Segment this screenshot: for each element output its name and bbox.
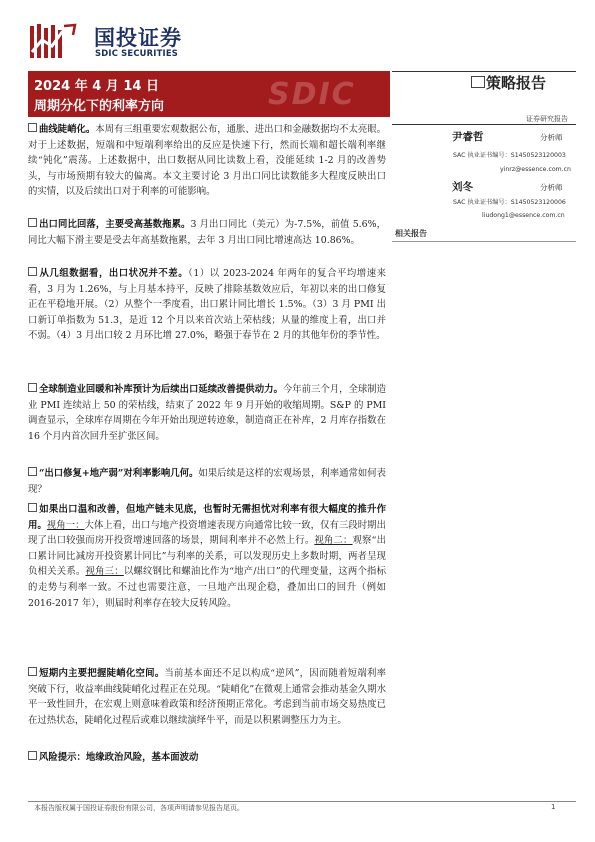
analyst-email[interactable]: yinrz@essence.com.cn — [500, 166, 571, 173]
analyst-cert: SAC 执业证书编号：S1450523120003 — [453, 152, 566, 159]
page-number: 1 — [551, 803, 556, 811]
summary-paragraph — [28, 382, 386, 444]
risk-label: 风险提示： — [39, 752, 86, 763]
paragraph-text: 当前基本面还不足以构成“逆风”，因而随着短端利率突破下行，收益率曲线陡峭化过程正在兑现。“陡峭化”在微观上通常会推动基金久期水平一致性回升，在宏观上则意味着政策和经济预期正常化。考虑到当前市场交易热度已在过热状态，陡峭化过程后或难以继续演绎牛平，而是以积累调整压力为主。 — [28, 668, 386, 726]
paragraph-lead: “出口修复+地产弱”对利率影响几何。 — [39, 468, 199, 479]
report-type: 策略报告 — [486, 74, 547, 92]
banner-watermark: SDIC — [268, 77, 356, 112]
paragraph-lead: 如果出口温和改善，但地产链未见底，也暂时无需担忧对利率有很大幅度的推升作用。 — [28, 504, 386, 531]
report-type-icon — [471, 76, 485, 88]
bullet-box-icon — [28, 267, 37, 276]
paragraph-text: 观察“出口累计同比减房开投资累计同比”与利率的关系，可以发现历史上多数时期，两者呈现负相关关系。 — [28, 535, 386, 578]
sdic-logo-icon — [28, 22, 80, 62]
company-logo-english: SDIC SECURITIES — [95, 48, 179, 58]
summary-paragraph — [28, 466, 386, 497]
summary-paragraph — [28, 122, 386, 200]
viewpoint-label: 视角一： — [46, 519, 85, 531]
sidebar-top-divider — [392, 71, 576, 72]
report-subtype: 证券研究报告 — [526, 115, 568, 123]
paragraph-text: 大体上看，出口与地产投资增速表现方向通常比较一致，仅有三段时期出现了出口较强而房开投资增速回落的场景，期间利率并不必然上行。 — [28, 519, 386, 547]
paragraph-lead: 全球制造业回暖和补库预计为后续出口延续改善提供动力。 — [39, 384, 283, 395]
summary-paragraph — [28, 217, 386, 248]
risk-paragraph — [28, 750, 386, 766]
bullet-box-icon — [28, 383, 37, 392]
analyst-role: 分析师 — [540, 183, 563, 192]
title-banner — [28, 71, 390, 117]
analyst-cert: SAC 执业证书编号：S1450523120006 — [453, 199, 566, 206]
analyst-role: 分析师 — [540, 133, 563, 142]
paragraph-lead: 曲线陡峭化。 — [39, 124, 96, 135]
bullet-box-icon — [28, 123, 37, 132]
viewpoint-label: 视角三： — [85, 566, 124, 578]
paragraph-text: 今年前三个月，全球制造业 PMI 连续站上 50 的荣枯线，结束了 2022 年 9 月开始的收缩周期。S&P 的 PMI 调查显示，全球库存周期在今年开始出现逆转迹象，制造商正在补库，2 月库存指数在 16 个月内首次回升至扩张区间。 — [28, 384, 386, 442]
analyst-name: 尹睿哲 — [452, 131, 484, 143]
report-date: 2024 年 4 月 14 日 — [34, 79, 159, 94]
summary-paragraph — [28, 666, 386, 728]
related-reports-divider — [392, 241, 576, 242]
company-logo-text: 国投证券 — [94, 26, 182, 50]
footer-disclaimer: 本报告版权属于国投证券股份有限公司，各项声明请参见报告尾页。 — [34, 804, 244, 812]
summary-paragraph — [28, 266, 386, 344]
summary-paragraph — [28, 502, 386, 611]
paragraph-lead: 从几组数据看，出口状况并不差。 — [39, 268, 189, 279]
bullet-box-icon — [28, 667, 37, 676]
paragraph-text: （1）以 2023-2024 年两年的复合平均增速来看，3 月为 1.26%，与上月基本持平，反映了排除基数效应后，年初以来的出口修复正在平稳地开展。（2）从整个一季度看，出口累计同比增长 1.5%。（3）3 月 PMI 出口新订单指数为 51.3，是近 12 个月以来首次站上荣枯线；从量的维度上看，出口并不弱。（4）3 月出口较 2 月环比增 27.0%，略强于春节在 2 月的其他年份的季节性。 — [28, 268, 386, 342]
analyst-name: 刘冬 — [452, 181, 473, 193]
paragraph-text: 以螺纹钢比和螺油比作为“地产/出口”的代理变量，这两个指标的走势与利率一致。不过也需要注意，一旦地产出现企稳，叠加出口的回升（例如 2016-2017 年），则届时利率存在较大反转风险。 — [28, 566, 386, 609]
paragraph-lead: 出口同比回落，主要受高基数拖累。 — [39, 219, 191, 230]
paragraph-lead: 短期内主要把握陡峭化空间。 — [39, 668, 165, 679]
paragraph-text: 本周有三组重要宏观数据公布，通胀、进出口和金融数据均不太亮眼。对于上述数据，短端和中短端利率给出的反应是快速下行，然而长端和超长端利率继续“钝化”震荡。上述数据中，出口数据从同比读数上看，没能延续 1-2 月的改善势头，与市场预期有较大的偏离。本文主要讨论 3 月出口同比读数能多大程度反映出口的实情，以及后续出口对于利率的可能影响。 — [28, 124, 386, 198]
bullet-box-icon — [28, 751, 37, 760]
report-title: 周期分化下的利率方向 — [34, 99, 165, 114]
analyst-email[interactable]: liudong1@essence.com.cn — [482, 212, 565, 219]
related-reports-title: 相关报告 — [395, 229, 427, 238]
risk-text: 地缘政治风险，基本面波动 — [85, 752, 199, 763]
viewpoint-label: 视角二： — [314, 535, 353, 547]
sidebar-divider — [392, 124, 576, 125]
footer-divider — [28, 801, 576, 802]
bullet-box-icon — [28, 503, 37, 512]
bullet-box-icon — [28, 467, 37, 476]
bullet-box-icon — [28, 218, 37, 227]
paragraph-text: 如果后续是这样的宏观场景，利率通常如何表现？ — [28, 468, 386, 495]
paragraph-text: 3 月出口同比（美元）为-7.5%，前值 5.6%，同比大幅下滑主要是受去年高基数拖累，去年 3 月出口同比增速高达 10.86%。 — [28, 219, 386, 246]
